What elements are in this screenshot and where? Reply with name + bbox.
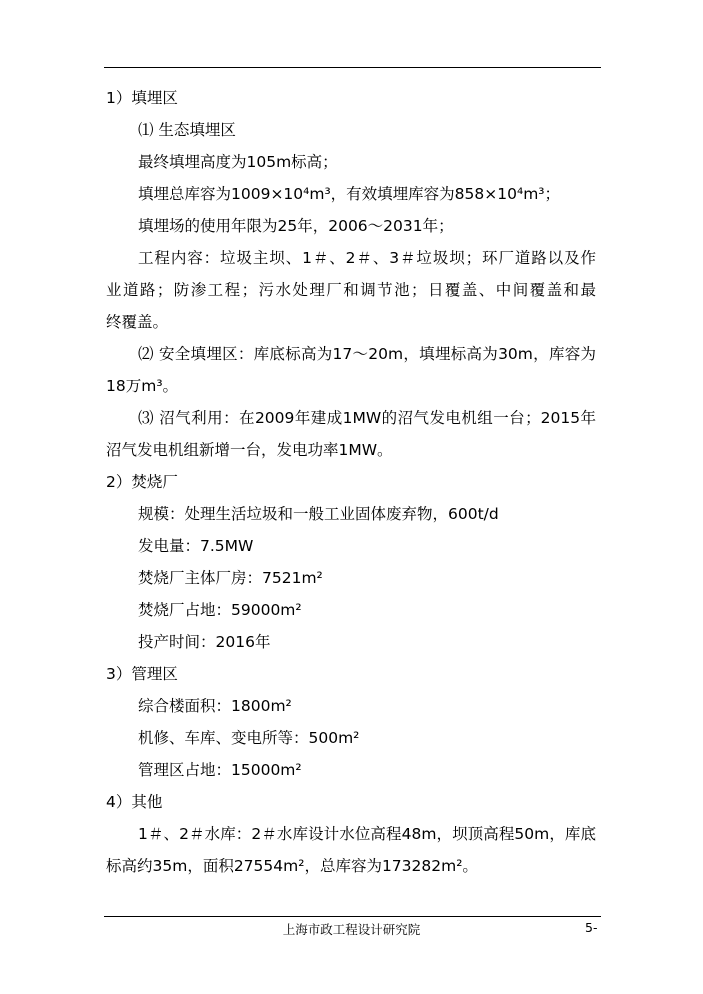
text-line: 工程内容：垃圾主坝、1＃、2＃、3＃垃圾坝；环厂道路以及作 xyxy=(138,249,596,267)
text-line: 综合楼面积：1800m² xyxy=(138,697,292,715)
subsection-biogas: ⑶ 沼气利用：在2009年建成1MW的沼气发电机组一台；2015年 xyxy=(138,409,596,427)
text-line: 业道路；防渗工程；污水处理厂和调节池；日覆盖、中间覆盖和最 xyxy=(106,281,596,299)
text-line: 焚烧厂主体厂房：7521m² xyxy=(138,569,323,587)
section-1-title: 1）填埋区 xyxy=(106,89,178,107)
footer-institute: 上海市政工程设计研究院 xyxy=(282,922,421,937)
text-line: 管理区占地：15000m² xyxy=(138,761,302,779)
subsection-safe-landfill: ⑵ 安全填埋区：库底标高为17～20m，填埋标高为30m，库容为 xyxy=(138,345,596,363)
header-rule xyxy=(104,67,601,68)
text-line: 1＃、2＃水库：2＃水库设计水位高程48m，坝顶高程50m，库底 xyxy=(138,825,596,843)
section-2-title: 2）焚烧厂 xyxy=(106,473,178,491)
text-line: 机修、车库、变电所等：500m² xyxy=(138,729,360,747)
text-line: 填埋场的使用年限为25年，2006～2031年； xyxy=(138,217,454,235)
text-line: 填埋总库容为1009×10⁴m³，有效填埋库容为858×10⁴m³； xyxy=(138,185,561,203)
text-line: 发电量：7.5MW xyxy=(138,537,254,555)
subsection-ecological-landfill: ⑴ 生态填埋区 xyxy=(138,121,236,139)
footer-rule xyxy=(104,916,601,917)
text-line: 18万m³。 xyxy=(106,377,179,395)
text-line: 焚烧厂占地：59000m² xyxy=(138,601,302,619)
text-line: 沼气发电机组新增一台，发电功率1MW。 xyxy=(106,441,393,459)
page-number: 5- xyxy=(585,920,598,935)
text-line: 标高约35m，面积27554m²，总库容为173282m²。 xyxy=(106,857,478,875)
text-line: 投产时间：2016年 xyxy=(138,633,271,651)
text-line: 终覆盖。 xyxy=(106,313,169,331)
section-3-title: 3）管理区 xyxy=(106,665,178,683)
text-line: 规模：处理生活垃圾和一般工业固体废弃物，600t/d xyxy=(138,505,499,523)
text-line: 最终填埋高度为105m标高； xyxy=(138,153,338,171)
section-4-title: 4）其他 xyxy=(106,793,163,811)
